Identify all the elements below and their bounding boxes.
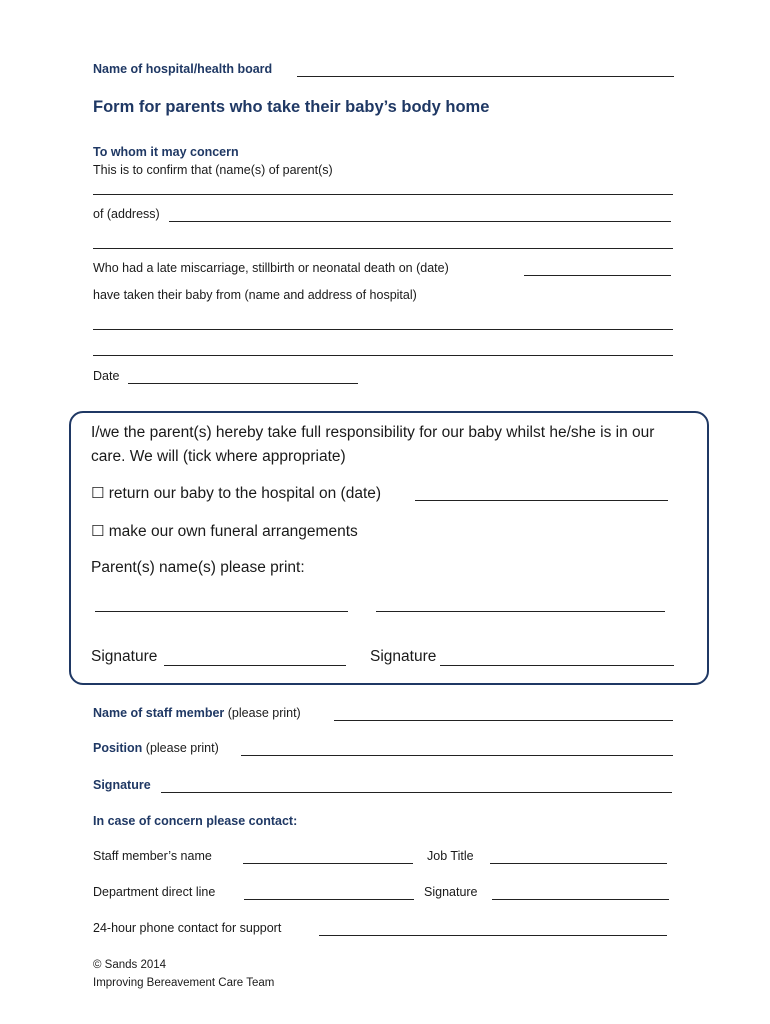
to-whom-heading: To whom it may concern <box>93 145 239 159</box>
declaration-line-1: I/we the parent(s) hereby take full responsibility for our baby whilst he/she is in our <box>91 424 655 441</box>
checkbox-icon[interactable]: ☐ <box>91 522 105 540</box>
job-title-field[interactable] <box>490 863 667 864</box>
dept-line-label: Department direct line <box>93 885 216 899</box>
signature-field-1[interactable] <box>164 665 346 666</box>
position-field[interactable] <box>241 755 673 756</box>
position-label: Position (please print) <box>93 741 219 755</box>
staff-name-label: Name of staff member (please print) <box>93 706 301 720</box>
signature-field-2[interactable] <box>440 665 674 666</box>
option-return[interactable] <box>91 484 381 503</box>
phone-field[interactable] <box>319 935 667 936</box>
return-date-field[interactable] <box>415 500 668 501</box>
form-title: Form for parents who take their baby’s body home <box>93 98 490 116</box>
option-funeral[interactable] <box>91 522 358 541</box>
option-funeral-label: make our own funeral arrangements <box>108 523 358 540</box>
contact-signature-label: Signature <box>424 885 478 899</box>
staff-name-field[interactable] <box>334 720 673 721</box>
signature-label-2: Signature <box>370 648 437 665</box>
date-label: Date <box>93 369 120 383</box>
print-names-label: Parent(s) name(s) please print: <box>91 559 305 576</box>
contact-heading: In case of concern please contact: <box>93 814 298 828</box>
contact-staff-name-label: Staff member’s name <box>93 849 212 863</box>
event-date-field[interactable] <box>524 275 671 276</box>
hospital-address-field[interactable] <box>93 329 673 330</box>
parent-name-field-2[interactable] <box>376 611 665 612</box>
declaration-line-2: care. We will (tick where appropriate) <box>91 448 346 465</box>
hospital-field[interactable] <box>297 76 674 77</box>
hospital-address-field-2[interactable] <box>93 355 673 356</box>
copyright: © Sands 2014 <box>93 959 167 971</box>
job-title-label: Job Title <box>427 849 474 863</box>
staff-signature-field[interactable] <box>161 792 672 793</box>
address-label: of (address) <box>93 207 160 221</box>
parent-name-field-1[interactable] <box>95 611 348 612</box>
staff-signature-label: Signature <box>93 778 151 792</box>
phone-label: 24-hour phone contact for support <box>93 921 282 935</box>
address-field[interactable] <box>169 221 671 222</box>
date-field[interactable] <box>128 383 358 384</box>
hospital-label: Name of hospital/health board <box>93 62 273 76</box>
address-field-2[interactable] <box>93 248 673 249</box>
contact-signature-field[interactable] <box>492 899 669 900</box>
option-return-label: return our baby to the hospital on (date) <box>108 485 382 502</box>
dept-line-field[interactable] <box>244 899 414 900</box>
checkbox-icon[interactable]: ☐ <box>91 484 105 502</box>
parent-names-field[interactable] <box>93 194 673 195</box>
taken-label: have taken their baby from (name and address of hospital) <box>93 288 417 302</box>
confirm-label: This is to confirm that (name(s) of parent(s) <box>93 163 333 177</box>
contact-staff-name-field[interactable] <box>243 863 413 864</box>
event-label: Who had a late miscarriage, stillbirth or neonatal death on (date) <box>93 261 449 275</box>
signature-label-1: Signature <box>91 648 158 665</box>
team-name: Improving Bereavement Care Team <box>93 977 275 989</box>
